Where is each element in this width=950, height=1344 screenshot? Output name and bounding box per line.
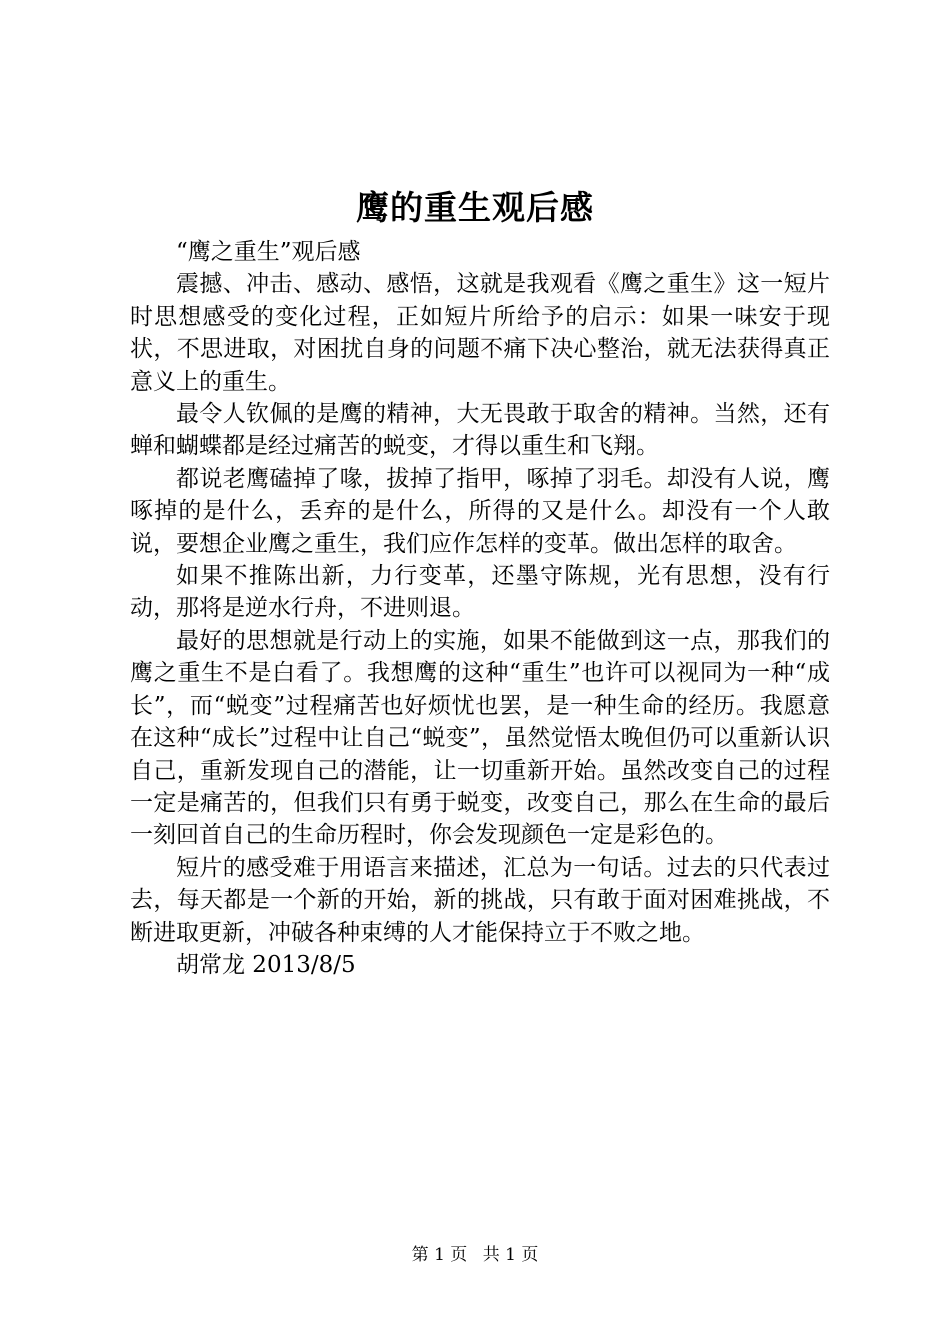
paragraph: 最好的思想就是行动上的实施，如果不能做到这一点，那我们的鹰之重生不是白看了。我想鹰的这种“重生”也许可以视同为一种“成长”，而“蜕变”过程痛苦也好烦忧也罢，是一种生命的经历。我愿意在这种“成长”过程中让自己“蜕变”，虽然觉悟太晚但仍可以重新认识自己，重新发现自己的潜能，让一切重新开始。虽然改变自己的过程一定是痛苦的，但我们只有勇于蜕变，改变自己，那么在生命的最后一刻回首自己的生命历程时，你会发现颜色一定是彩色的。 <box>130 627 830 849</box>
page-footer <box>0 1243 950 1267</box>
document-body <box>130 236 830 981</box>
document-title: 鹰的重生观后感 <box>356 188 594 227</box>
paragraph: 最令人钦佩的是鹰的精神，大无畏敢于取舍的精神。当然，还有蝉和蝴蝶都是经过痛苦的蜕变，才得以重生和飞翔。 <box>130 401 830 460</box>
paragraph: 震撼、冲击、感动、感悟，这就是我观看《鹰之重生》这一短片时思想感受的变化过程，正如短片所给予的启示：如果一味安于现状，不思进取，对困扰自身的问题不痛下决心整治，就无法获得真正意义上的重生。 <box>130 271 830 395</box>
page-number: 第 1 页 <box>411 1245 468 1265</box>
paragraph: 短片的感受难于用语言来描述，汇总为一句话。过去的只代表过去，每天都是一个新的开始，新的挑战，只有敢于面对困难挑战，不断进取更新，冲破各种束缚的人才能保持立于不败之地。 <box>130 854 830 946</box>
page-total: 共 1 页 <box>482 1245 539 1265</box>
paragraph: 都说老鹰磕掉了喙，拔掉了指甲，啄掉了羽毛。却没有人说，鹰啄掉的是什么，丢弃的是什么，所得的又是什么。却没有一个人敢说，要想企业鹰之重生，我们应作怎样的变革。做出怎样的取舍。 <box>130 465 830 557</box>
author-signature-date: 胡常龙 2013/8/5 <box>176 951 356 978</box>
paragraph: 如果不推陈出新，力行变革，还墨守陈规，光有思想，没有行动，那将是逆水行舟，不进则退。 <box>130 563 830 622</box>
paragraph-subtitle: “鹰之重生”观后感 <box>176 239 361 265</box>
